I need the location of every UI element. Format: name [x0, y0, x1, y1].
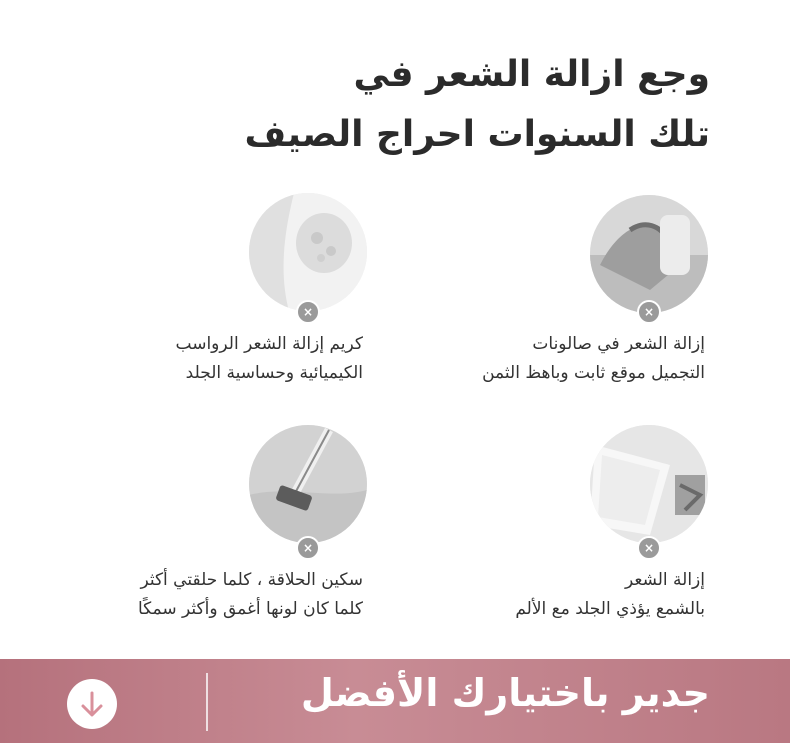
- close-icon: ×: [637, 300, 661, 324]
- item-1-line-1: إزالة الشعر في صالونات: [532, 334, 705, 354]
- banner-slogan: جدير باختيارك الأفضل: [300, 671, 710, 715]
- salon-waxing-photo: [590, 195, 708, 313]
- item-4-text: [138, 566, 363, 624]
- item-1-text: [482, 330, 705, 388]
- item-4-line-2: كلما كان لونها أغمق وأكثر سمكًا: [137, 599, 363, 619]
- arrow-down-icon: [67, 679, 117, 729]
- banner-divider: [206, 673, 208, 731]
- close-icon: ×: [296, 300, 320, 324]
- item-3-line-2: بالشمع يؤذي الجلد مع الألم: [515, 599, 705, 619]
- close-icon: ×: [296, 536, 320, 560]
- title-line-1: وجع ازالة الشعر في: [353, 54, 710, 95]
- item-3-text: [515, 566, 705, 624]
- item-1-line-2: التجميل موقع ثابت وباهظ الثمن: [482, 363, 705, 383]
- title-line-2: تلك السنوات احراج الصيف: [244, 114, 710, 155]
- item-3-line-1: إزالة الشعر: [624, 570, 705, 590]
- page-title: [110, 45, 710, 165]
- underarm-cream-photo: [249, 193, 367, 311]
- cta-banner: [0, 659, 790, 743]
- scroll-down-button[interactable]: [67, 679, 117, 729]
- item-2-line-1: كريم إزالة الشعر الرواسب: [175, 334, 363, 354]
- item-2-line-2: الكيميائية وحساسية الجلد: [185, 363, 363, 383]
- wax-strip-photo: [590, 425, 708, 543]
- close-icon: ×: [637, 536, 661, 560]
- item-2-text: [176, 330, 363, 388]
- razor-photo: [249, 425, 367, 543]
- item-4-line-1: سكين الحلاقة ، كلما حلقتي أكثر: [140, 570, 363, 590]
